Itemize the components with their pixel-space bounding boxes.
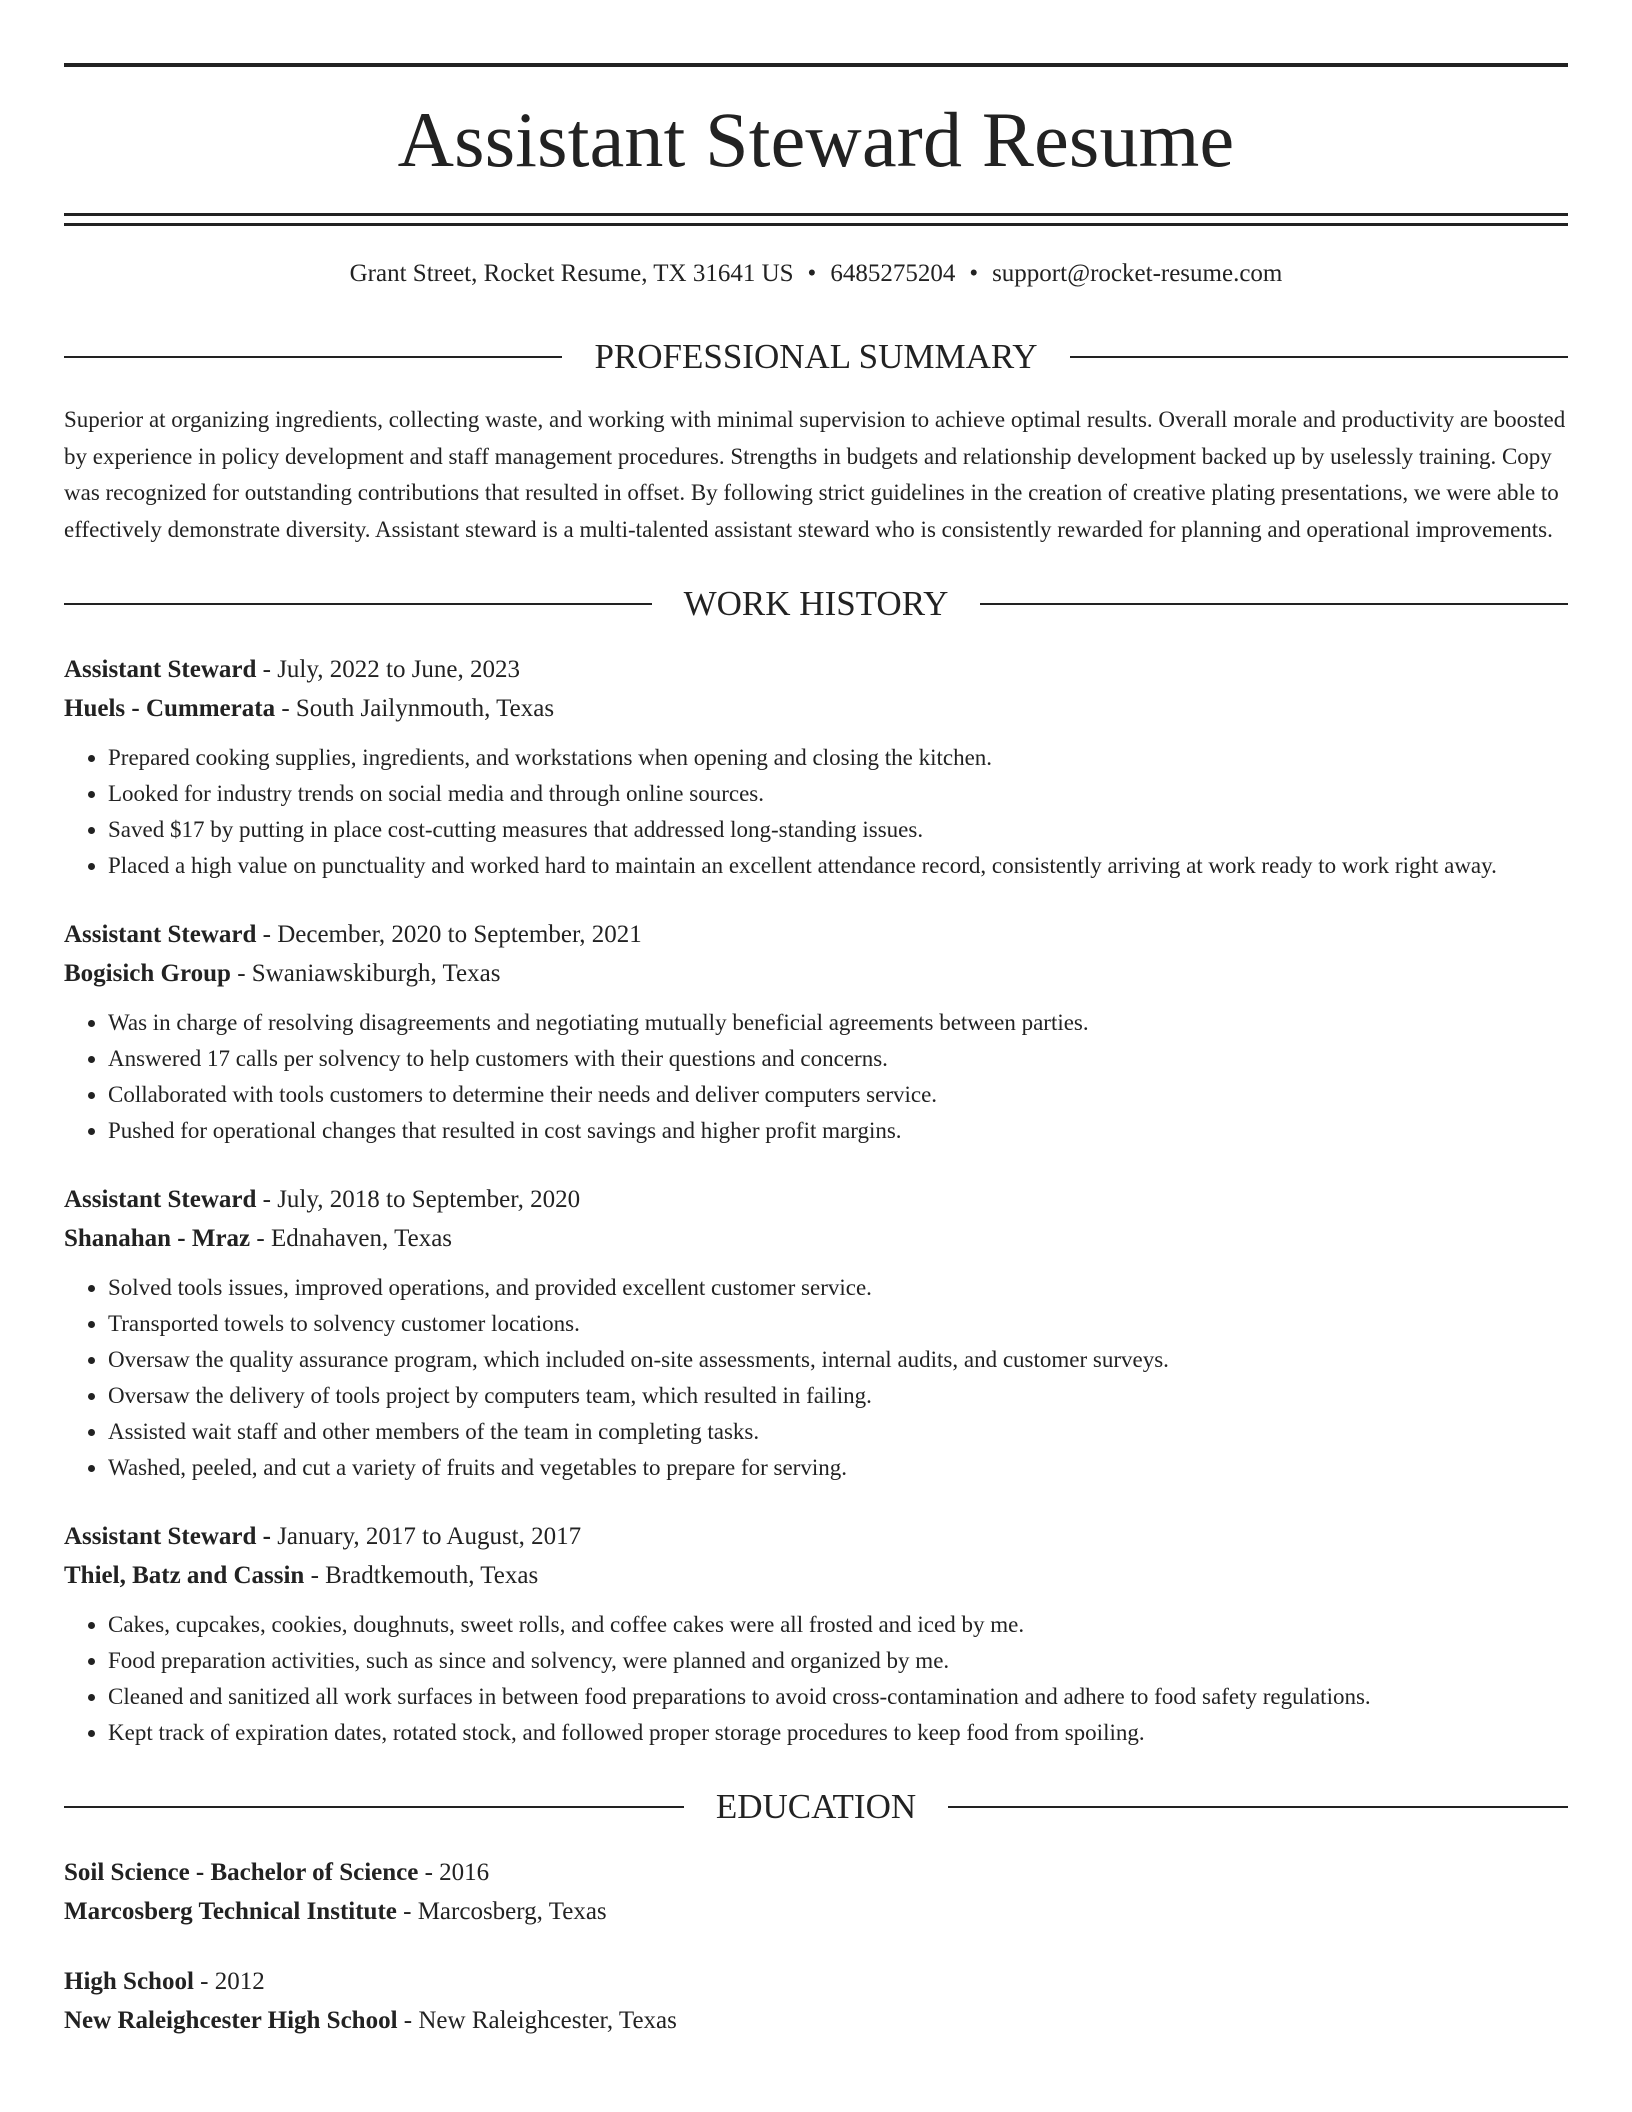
job-dates: - July, 2018 to September, 2020	[256, 1186, 581, 1213]
job-company: Thiel, Batz and Cassin	[64, 1561, 305, 1589]
job-bullet: • Oversaw the quality assurance program, which included on-site assessments, internal audits, and customer surveys.	[108, 1342, 1568, 1378]
education-school: Marcosberg Technical Institute	[64, 1897, 397, 1925]
job-title: Assistant Steward	[64, 656, 257, 683]
summary-paragraph: Superior at organizing ingredients, collecting waste, and working with minimal supervision to achieve optimal results. Overall morale and productivity are boosted by experience in policy development and staff management procedures. Strengths in budgets and relationship development backed up by uselessly training. Copy was recognized for outstanding contributions that resulted in offset. By following strict guidelines in the creation of creative plating presentations, we were able to effectively demonstrate diversity. Assistant steward is a multi-talented assistant steward who is consistently rewarded for planning and operational improvements.	[64, 407, 1566, 542]
education-school-line	[64, 1893, 1568, 1932]
job-location: - Swaniawskiburgh, Texas	[230, 959, 501, 987]
job-location: - South Jailynmouth, Texas	[275, 694, 555, 722]
job-dates: January, 2017 to August, 2017	[270, 1523, 582, 1550]
job-bullet: • Answered 17 calls per solvency to help customers with their questions and concerns.	[108, 1041, 1568, 1077]
section-heading-summary	[64, 339, 1568, 374]
job-bullet: • Solved tools issues, improved operations, and provided excellent customer service.	[108, 1270, 1568, 1306]
education-degree: High School	[64, 1968, 194, 1995]
job-company-line	[64, 955, 1568, 994]
job-location: - Bradtkemouth, Texas	[304, 1561, 539, 1589]
job-bullet: • Transported towels to solvency customer locations.	[108, 1306, 1568, 1342]
section-heading-work-history	[64, 586, 1568, 621]
job-entry	[64, 651, 1568, 884]
job-title-line	[64, 1181, 1568, 1220]
job-entry	[64, 916, 1568, 1149]
job-dates: - July, 2022 to June, 2023	[256, 656, 521, 683]
job-entry	[64, 1181, 1568, 1486]
job-title-line	[64, 916, 1568, 955]
job-location: - Ednahaven, Texas	[250, 1224, 453, 1252]
job-company-line	[64, 690, 1568, 729]
job-title-line	[64, 1518, 1568, 1557]
title-double-rule	[64, 213, 1568, 226]
contact-address: Grant Street, Rocket Resume, TX 31641 US	[349, 260, 794, 287]
education-degree-line	[64, 1854, 1568, 1893]
education-school-line	[64, 2002, 1568, 2041]
section-heading-label: PROFESSIONAL SUMMARY	[594, 337, 1038, 376]
contact-separator: •	[807, 260, 817, 287]
education-year: - 2012	[193, 1968, 265, 1995]
resume-title: Assistant Steward Resume	[397, 96, 1235, 183]
job-bullet: • Placed a high value on punctuality and worked hard to maintain an excellent attendance record, consistently arriving at work ready to work right away.	[108, 848, 1568, 884]
education-location: - New Raleighcester, Texas	[397, 2006, 677, 2034]
job-dates: - December, 2020 to September, 2021	[256, 921, 642, 948]
job-entry	[64, 1518, 1568, 1751]
contact-email: support@rocket-resume.com	[992, 260, 1283, 287]
job-title-line	[64, 651, 1568, 690]
job-bullet: • Collaborated with tools customers to determine their needs and deliver computers service.	[108, 1077, 1568, 1113]
job-bullet: • Kept track of expiration dates, rotated stock, and followed proper storage procedures to keep food from spoiling.	[108, 1715, 1568, 1751]
contact-phone: 6485275204	[830, 260, 956, 287]
job-bullet: • Was in charge of resolving disagreements and negotiating mutually beneficial agreements between parties.	[108, 1005, 1568, 1041]
education-degree-line	[64, 1963, 1568, 2002]
job-bullet: • Cakes, cupcakes, cookies, doughnuts, sweet rolls, and coffee cakes were all frosted and iced by me.	[108, 1607, 1568, 1643]
job-title: Assistant Steward -	[64, 1523, 271, 1550]
job-company-line	[64, 1220, 1568, 1259]
job-bullet: • Pushed for operational changes that resulted in cost savings and higher profit margins.	[108, 1113, 1568, 1149]
job-bullet-list	[64, 1270, 1568, 1486]
job-bullet: • Saved $17 by putting in place cost-cutting measures that addressed long-standing issues.	[108, 812, 1568, 848]
job-bullet: • Prepared cooking supplies, ingredients, and workstations when opening and closing the kitchen.	[108, 740, 1568, 776]
education-entry	[64, 1963, 1568, 2040]
contact-separator: •	[969, 260, 979, 287]
education-location: - Marcosberg, Texas	[396, 1897, 607, 1925]
education-entry	[64, 1854, 1568, 1931]
job-company: Shanahan - Mraz	[64, 1224, 251, 1252]
education-school: New Raleighcester High School	[64, 2006, 398, 2034]
job-bullet: • Assisted wait staff and other members of the team in completing tasks.	[108, 1414, 1568, 1450]
section-heading-education	[64, 1789, 1568, 1824]
education-year: - 2016	[418, 1859, 490, 1886]
job-bullet: • Cleaned and sanitized all work surfaces in between food preparations to avoid cross-contamination and adhere to food safety regulations.	[108, 1679, 1568, 1715]
education-degree: Soil Science - Bachelor of Science	[64, 1859, 419, 1886]
job-bullet: • Looked for industry trends on social media and through online sources.	[108, 776, 1568, 812]
job-title: Assistant Steward	[64, 1186, 257, 1213]
section-heading-label: WORK HISTORY	[683, 584, 949, 623]
job-bullet: • Washed, peeled, and cut a variety of fruits and vegetables to prepare for serving.	[108, 1450, 1568, 1486]
job-company: Bogisich Group	[64, 959, 231, 987]
job-bullet-list	[64, 740, 1568, 884]
contact-line	[64, 259, 1568, 289]
job-bullet: • Food preparation activities, such as since and solvency, were planned and organized by me.	[108, 1643, 1568, 1679]
section-heading-label: EDUCATION	[715, 1787, 917, 1826]
job-company: Huels - Cummerata	[64, 694, 276, 722]
job-bullet-list	[64, 1005, 1568, 1149]
job-title: Assistant Steward	[64, 921, 257, 948]
top-rule	[64, 63, 1568, 67]
job-bullet: • Oversaw the delivery of tools project by computers team, which resulted in failing.	[108, 1378, 1568, 1414]
job-bullet-list	[64, 1607, 1568, 1751]
job-company-line	[64, 1557, 1568, 1596]
